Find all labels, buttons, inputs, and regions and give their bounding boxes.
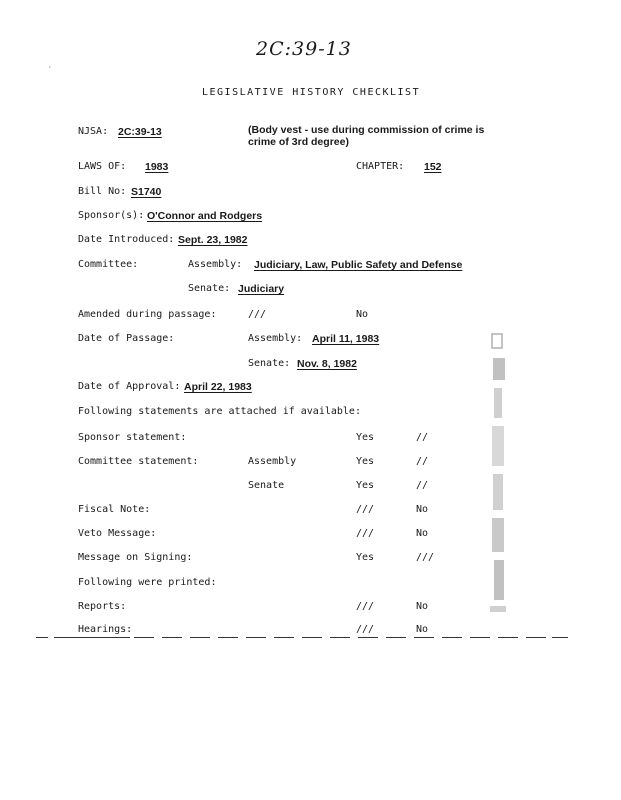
amended-mark: /// <box>248 309 267 320</box>
rule-dash <box>386 637 406 638</box>
njsa-note-line2: crime of 3rd degree) <box>248 136 349 148</box>
sponsors-value: O'Connor and Rodgers <box>147 210 263 222</box>
passage-assembly-label: Assembly: <box>248 333 303 344</box>
date-introduced-value: Sept. 23, 1982 <box>178 234 248 246</box>
message-on-signing-mark: /// <box>416 552 435 563</box>
rule-dash <box>274 637 294 638</box>
amended-label: Amended during passage: <box>78 309 217 320</box>
njsa-note-line1: (Body vest - use during commission of crime is <box>248 124 485 136</box>
message-on-signing-answer: Yes <box>356 552 375 563</box>
committee-statement-senate-label: Senate <box>248 480 285 491</box>
fiscal-note-answer: No <box>416 504 429 515</box>
rule-dash <box>414 637 434 638</box>
date-of-approval-value: April 22, 1983 <box>184 381 252 393</box>
page-title: LEGISLATIVE HISTORY CHECKLIST <box>202 87 421 98</box>
committee-statement-assembly-label: Assembly <box>248 456 297 467</box>
fiscal-note-label: Fiscal Note: <box>78 504 151 515</box>
passage-assembly-value: April 11, 1983 <box>312 333 380 345</box>
passage-senate-value: Nov. 8, 1982 <box>297 358 357 370</box>
stamp-mark <box>493 358 505 380</box>
speck-mark: · <box>48 64 52 71</box>
rule-dash <box>526 637 546 638</box>
committee-assembly-label: Assembly: <box>188 259 243 270</box>
committee-label: Committee: <box>78 259 139 270</box>
veto-message-mark: /// <box>356 528 375 539</box>
committee-statement-senate-mark: // <box>416 480 429 491</box>
stamp-mark <box>494 388 502 418</box>
stamp-mark <box>493 474 503 510</box>
rule-dash <box>36 637 48 638</box>
rule-dash <box>218 637 238 638</box>
veto-message-answer: No <box>416 528 429 539</box>
rule-dash <box>552 637 568 638</box>
rule-dash <box>330 637 350 638</box>
njsa-label: NJSA: <box>78 126 109 137</box>
reports-mark: /// <box>356 601 375 612</box>
reports-answer: No <box>416 601 429 612</box>
stamp-mark <box>490 606 506 612</box>
fiscal-note-mark: /// <box>356 504 375 515</box>
rule-dash <box>302 637 322 638</box>
attached-heading: Following statements are attached if available: <box>78 406 361 417</box>
passage-senate-label: Senate: <box>248 358 291 369</box>
rule-dash <box>134 637 154 638</box>
committee-statement-assembly-answer: Yes <box>356 456 375 467</box>
archive-stamp-smudge <box>486 330 514 620</box>
sponsor-statement-mark: // <box>416 432 429 443</box>
date-of-approval-label: Date of Approval: <box>78 381 181 392</box>
rule-dash <box>190 637 210 638</box>
stamp-mark <box>492 518 504 552</box>
committee-senate-label: Senate: <box>188 283 231 294</box>
committee-assembly-value: Judiciary, Law, Public Safety and Defense <box>254 259 463 271</box>
bill-no-value: S1740 <box>131 186 162 198</box>
rule-dash <box>246 637 266 638</box>
bill-no-label: Bill No: <box>78 186 127 197</box>
date-of-passage-label: Date of Passage: <box>78 333 175 344</box>
chapter-value: 152 <box>424 161 442 173</box>
veto-message-label: Veto Message: <box>78 528 157 539</box>
message-on-signing-label: Message on Signing: <box>78 552 193 563</box>
printed-heading: Following were printed: <box>78 577 217 588</box>
sponsors-label: Sponsor(s): <box>78 210 145 221</box>
stamp-mark <box>492 334 502 348</box>
rule-dash <box>498 637 518 638</box>
sponsor-statement-label: Sponsor statement: <box>78 432 187 443</box>
chapter-label: CHAPTER: <box>356 161 405 172</box>
rule-dash <box>162 637 182 638</box>
sponsor-statement-answer: Yes <box>356 432 375 443</box>
hearings-answer: No <box>416 624 429 635</box>
stamp-mark <box>492 426 504 466</box>
rule-dash <box>442 637 462 638</box>
hearings-label: Hearings: <box>78 624 133 635</box>
rule-dash <box>54 637 130 638</box>
laws-of-value: 1983 <box>145 161 169 173</box>
reports-label: Reports: <box>78 601 127 612</box>
committee-statement-senate-answer: Yes <box>356 480 375 491</box>
handwritten-statute-number: 2C:39-13 <box>256 38 352 60</box>
rule-dash <box>470 637 490 638</box>
hearings-mark: /// <box>356 624 375 635</box>
committee-statement-label: Committee statement: <box>78 456 199 467</box>
njsa-value: 2C:39-13 <box>118 126 162 138</box>
stamp-mark <box>494 560 504 600</box>
rule-dash <box>358 637 378 638</box>
date-introduced-label: Date Introduced: <box>78 234 175 245</box>
committee-senate-value: Judiciary <box>238 283 285 295</box>
amended-answer: No <box>356 309 369 320</box>
committee-statement-assembly-mark: // <box>416 456 429 467</box>
laws-of-label: LAWS OF: <box>78 161 127 172</box>
